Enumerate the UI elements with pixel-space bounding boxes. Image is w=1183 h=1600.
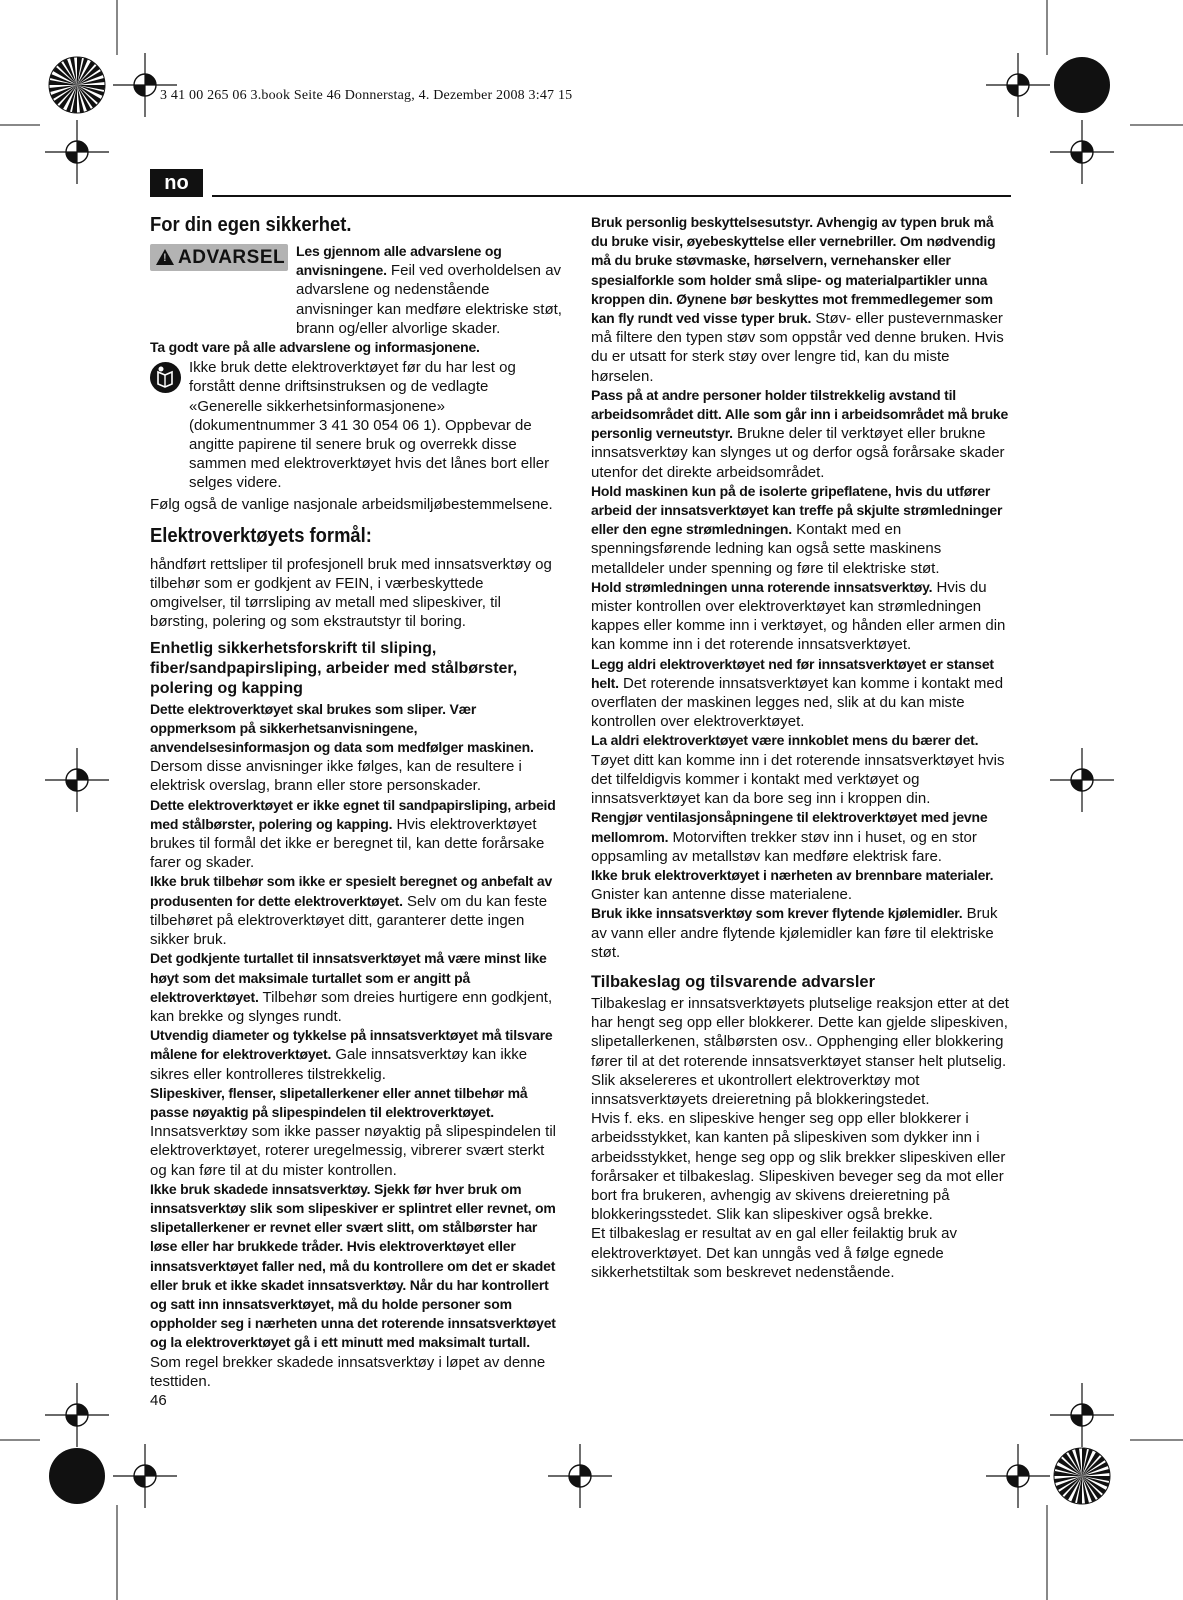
paragraph: Hold maskinen kun på de isolerte gripeflatene, hvis du utfører arbeid der innsatsverktøyet kan treffe på skjulte strømledninger eller den egne strømledningen. Kontakt med en spenningsførende ledning kan også sette maskinens metalldeler under spenning og føre til elektriske støt. — [591, 482, 1003, 577]
paragraph: Pass på at andre personer holder tilstrekkelig avstand til arbeidsområdet ditt. Alle som går inn i arbeidsområdet må bruke personlig verneutstyr. Brukne deler til verktøyet eller brukne innsatsverktøy kan slynges ut og derfor også forårsake skader utenfor det direkte arbeidsområdet. — [591, 386, 1009, 481]
paragraph: Det godkjente turtallet til innsatsverktøyet må være minst like høyt som det maksimale turtallet som er angitt på elektroverktøyet. Tilbehør som dreies hurtigere enn godkjent, kan brekke og slynges rundt. — [150, 950, 553, 1025]
paragraph: La aldri elektroverktøyet være innkoblet mens du bærer det. Tøyet ditt kan komme inn i det roterende innsatsverktøyet hvis det tilfeldigvis kommer i kontakt med verktøyet og innsatsverktøyet kan da bore seg inn i kroppen din. — [591, 732, 1005, 808]
header-rule — [212, 195, 1011, 197]
paragraph: Ikke bruk tilbehør som ikke er spesielt beregnet og anbefalt av produsenten for dette elektroverktøyet. Selv om du kan feste tilbehøret på elektroverktøyet ditt, garanterer dette ingen sikker bruk. — [150, 873, 553, 949]
left-column — [150, 213, 563, 1391]
print-header: 3 41 00 265 06 3.book Seite 46 Donnerstag, 4. Dezember 2008 3:47 15 — [160, 88, 573, 103]
paragraph: Tilbakeslag er innsatsverktøyets plutselige reaksjon etter at det har hengt seg opp eller blokkerer. Dette kan gjelde slipeskiven, slipetallerkenen, stålbørsten osv.. Opphenging eller blokkering fører til at det roterende innsatsverktøyet stanser helt plutselig. Slik akselereres et ukontrollert elektroverktøy mot innsatsverktøyets dreieretning på blokkeringstedet. — [591, 994, 1009, 1108]
read-manual-icon — [150, 362, 181, 393]
warning-block — [150, 244, 563, 338]
section-title-purpose: Elektroverktøyets formål: — [150, 524, 372, 547]
take-care-text: Ta godt vare på alle advarslene og informasjonene. — [150, 339, 480, 356]
paragraph: Bruk ikke innsatsverktøy som krever flytende kjølemidler. Bruk av vann eller andre flytende kjølemidler kan føre til elektriske støt. — [591, 905, 998, 961]
paragraph: Rengjør ventilasjonsåpningene til elektroverktøyet med jevne mellomrom. Motorviften trekker støv inn i huset, og en stor oppsamling av metallstøv kan medføre elektrisk fare. — [591, 809, 988, 865]
exclamation-icon: ! — [163, 252, 167, 264]
paragraph: Et tilbakeslag er resultat av en gal eller feilaktig bruk av elektroverktøyet. Det kan unngås ved å følge egnede sikkerhetstiltak som beskrevet nedenstående. — [591, 1225, 958, 1281]
warning-text: Les gjennom alle advarslene og anvisningene. Feil ved overholdelsen av advarslene og nedenstående anvisninger kan medføre elektriske støt, brann og/eller alvorlige skader. — [296, 243, 562, 337]
subsection-title-kickback: Tilbakeslag og tilsvarende advarsler — [591, 972, 875, 991]
paragraph: Ikke bruk skadede innsatsverktøy. Sjekk før hver bruk om innsatsverktøy slik som slipeskiver er splintret eller revnet, om slipetallerkener er revnet eller svært slitt, om stålbørster har løse eller har brukkede tråder. Hvis elektroverktøyet eller innsatsverktøyet faller ned, må du kontrollere om det er skadet eller bruk et ikke skadet innsatsverktøy. Når du har kontrollert og satt inn innsatsverktøyet, må du holde personer som oppholder seg i nærheten unna det roterende innsatsverktøyet og la elektroverktøyet gå i ett minutt med maksimalt turtall. Som regel brekker skadede innsatsverktøy i løpet av denne testtiden. — [150, 1180, 556, 1390]
section-title-safety: For din egen sikkerhet. — [150, 214, 352, 236]
purpose-text: håndført rettsliper til profesjonell bruk med innsatsverktøy og tilbehør som er godkjent av FEIN, i værbeskyttede omgivelser, til tørrsliping av metall med slipeskiver, til børsting, polering og som ekstrautstyr til boring. — [150, 555, 552, 631]
language-badge: no — [150, 169, 203, 197]
page-number: 46 — [150, 1392, 167, 1409]
paragraph: Utvendig diameter og tykkelse på innsatsverktøyet må tilsvare målene for elektroverktøyet. Gale innsatsverktøy kan ikke sikres eller kontrolleres tilstrekkelig. — [150, 1027, 553, 1083]
paragraph: Dette elektroverktøyet skal brukes som sliper. Vær oppmerksom på sikkerhetsanvisningene, anvendelsesinformasjon og data som medfølger maskinen. Dersom disse anvisninger ikke følges, kan de resultere i elektrisk overslag, brann eller store personskader. — [150, 700, 534, 795]
warning-badge — [150, 244, 288, 271]
paragraph: Hvis f. eks. en slipeskive henger seg opp eller blokkerer i arbeidsstykket, kan kanten på slipeskiven som dykker inn i arbeidsstykket, henge seg opp og slik brekker slipeskiven eller forårsaker et tilbakeslag. Slipeskiven beveger seg da mot eller bort fra brukeren, avhengig av skivens dreieretning på blokkeringsstedet. Slik kan slipeskiver også brekke. — [591, 1110, 1006, 1224]
paragraph: Legg aldri elektroverktøyet ned før innsatsverktøyet er stanset helt. Det roterende innsatsverktøyet kan komme i kontakt med overflaten der maskinen legges ned, slik at du kan miste kontrollen over elektroverktøyet. — [591, 655, 1004, 731]
manual-block — [150, 358, 563, 492]
paragraph: Dette elektroverktøyet er ikke egnet til sandpapirsliping, arbeid med stålbørster, polering og kapping. Hvis elektroverktøyet brukes til formål det ikke er beregnet til, kan dette forårsake farer og skader. — [150, 796, 556, 872]
paragraph: Ikke bruk elektroverktøyet i nærheten av brennbare materialer. Gnister kan antenne disse materialene. — [591, 866, 994, 904]
subsection-title-unified: Enhetlig sikkerhetsforskrift til sliping, fiber/sandpapirsliping, arbeider med stålbørster, polering og kapping — [150, 639, 518, 697]
paragraph: Bruk personlig beskyttelsesutstyr. Avhengig av typen bruk må du bruke visir, øyebeskyttelse eller vernebriller. Om nødvendig må du bruke støvmaske, hørselvern, vernehansker eller spesialforkle som holder små slipe- og materialpartikler unna kroppen din. Øynene bør beskyttes mot fremmedlegemer som kan fly rundt ved visse typer bruk. Støv- eller pustevernmasker må filtere den typen støv som oppstår ved denne bruken. Hvis du er utsatt for sterk støy over lengre tid, kan du miste hørselen. — [591, 214, 1004, 385]
follow-text: Følg også de vanlige nasjonale arbeidsmiljøbestemmelsene. — [150, 495, 553, 513]
manual-text: Ikke bruk dette elektroverktøyet før du har lest og forstått denne driftsinstruksen og de vedlagte «Generelle sikkerhetsinformasjonene» (dokumentnummer 3 41 30 054 06 1). Oppbevar de angitte papirene til senere bruk og overrekk disse sammen med elektroverktøyet hvis det lånes bort eller selges videre. — [189, 359, 550, 492]
paragraph: Hold strømledningen unna roterende innsatsverktøy. Hvis du mister kontrollen over elektroverktøyet kan strømledningen kappes eller komme inn i verktøyet, og hånden eller armen din kan komme inn i det roterende innsatsverktøyet. — [591, 578, 1006, 654]
paragraph: Slipeskiver, flenser, slipetallerkener eller annet tilbehør må passe nøyaktig på slipespindelen til elektroverktøyet. Innsatsverktøy som ikke passer nøyaktig på slipespindelen til elektroverktøyet, roterer uregelmessig, vibrerer svært sterkt og kan føre til at du mister kontrollen. — [150, 1084, 557, 1179]
warning-badge-label: ADVARSEL — [178, 247, 286, 268]
right-column — [591, 213, 1010, 1282]
